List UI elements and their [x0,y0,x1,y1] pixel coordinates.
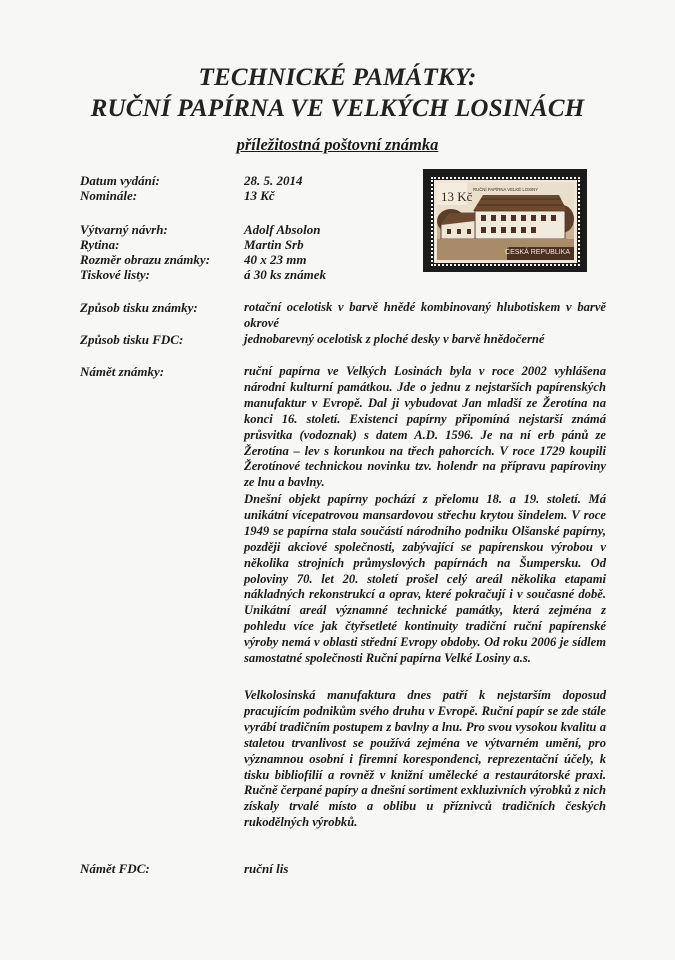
stamp-country: ČESKÁ REPUBLIKA [505,249,570,256]
stamp-value: 13 Kč [441,189,473,204]
label-namet: Námět známky: [80,364,165,379]
value-rozmer: 40 x 23 mm [244,252,307,267]
label-rozmer: Rozměr obrazu známky: [80,252,211,267]
label-rytina: Rytina: [80,237,120,252]
label-tisk-znamky: Způsob tisku známky: [80,300,198,315]
label-tisk-fdc: Způsob tisku FDC: [80,332,184,347]
label-listy: Tiskové listy: [80,267,150,282]
label-datum: Datum vydání: [80,173,160,188]
value-listy: á 30 ks známek [244,267,326,282]
value-tisk-fdc: jednobarevný ocelotisk z ploché desky v barvě hnědočerné [244,332,545,346]
value-datum: 28. 5. 2014 [244,173,303,188]
stamp-image [434,180,577,263]
value-namet-fdc: ruční lis [244,861,289,876]
namet-paragraph-3: Velkolosinská manufaktura dnes patří k nejstarším doposud pracujícím podnikům svého druhu v Evropě. Ruční papír se zde stále vyrábí tradičním postupem z bavlny a lnu. Pro svou vysokou kvalitu a staletou trvanlivost se používá zejména ve výtvarném umění, pro významnou osobní i firemní korespondenci, reprezentační účely, k tisku bibliofilií a rovněž v knižní umělecké a restaurátorské praxi. Ručně čerpané papíry a dnešní sortiment exkluzivních výrobků z nich získaly trvalé místo a oblibu u příznivců tradičních českých rukodělných výrobků. [244,688,606,830]
label-nominale: Nominále: [80,188,138,203]
value-rytina: Martin Srb [244,237,304,252]
value-navrh: Adolf Absolon [244,222,321,237]
value-tisk-znamky: rotační ocelotisk v barvě hnědé kombinovaný hlubotiskem v barvě okrové [244,300,606,330]
title-line-2: RUČNÍ PAPÍRNA VE VELKÝCH LOSINÁCH [90,95,585,122]
stamp-face [437,183,574,260]
namet-paragraph-2: Dnešní objekt papírny pochází z přelomu 18. a 19. století. Má unikátní vícepatrovou mansardovou střechu krytou šindelem. V roce 1949 se papírna stala součástí národního podniku Olšanské papírny, později akciové společnosti, zabývající se papírenskou výrobou v několika strojních průmyslových papírnách na Šumpersku. Od poloviny 70. let 20. století prošel celý areál několika etapami nákladných rekonstrukcí a oprav, které pokračují i v současné době. Unikátní areál významné technické památky, která zejména z pohledu více jak čtyřsetleté kontinuity tradiční ruční papírenské výroby nemá v oblasti střední Evropy obdoby. Od roku 2006 je sídlem samostatné společnosti Ruční papírna Velké Losiny a.s. [244,492,606,666]
title-line-1: TECHNICKÉ PAMÁTKY: [198,64,477,91]
subtitle: příležitostná poštovní známka [236,135,439,154]
label-navrh: Výtvarný návrh: [80,222,168,237]
label-namet-fdc: Námět FDC: [80,861,150,876]
stamp-name: RUČNÍ PAPÍRNA VELKÉ LOSINY [473,187,539,192]
namet-paragraph-1: ruční papírna ve Velkých Losinách byla v roce 2002 vyhlášena národní kulturní památkou. Jde o jednu z nejstarších papírenských manufaktur v Evropě. Dal ji vybudovat Jan mladší ze Žerotína na konci 16. století. Existenci papírny připomíná nejstarší známá průsvitka (vodoznak) s datem A.D. 1596. Je na ní erb pánů ze Žerotína – lev s korunkou na třech pahorcích. V roce 1729 koupili Žerotínové technickou novinku tzv. holendr na přípravu papíroviny ze lnu a bavlny. [244,364,606,490]
value-nominale: 13 Kč [244,188,275,203]
